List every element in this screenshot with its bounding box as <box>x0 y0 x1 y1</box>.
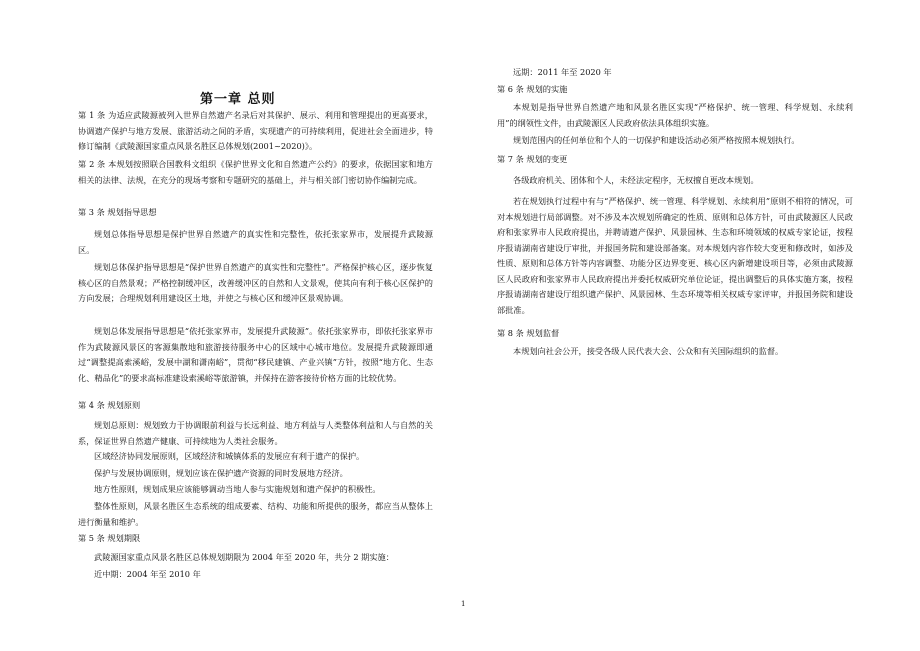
article-3-para-3: 规划总体发展指导思想是“依托张家界市，发展提升武陵源”。依托张家界市，即依托张家界市作为武陵源风景区的客源集散地和旅游接待服务中心的区域中心城市地位。发展提升武陵源即通过“调整提高索溪峪，发展中湖和潇南峪”，贯彻“移民建镇、产业兴镇”方针，按照“地方化、生态化、精品化”的要求高标准建设索溪峪等旅游镇，并保持在游客接待价格方面的比较优势。 <box>78 326 433 383</box>
article-6-para-1: 本规划是指导世界自然遗产地和风景名胜区实现“严格保护、统一管理、科学规划、永续利用”的纲领性文件，由武陵源区人民政府依法具体组织实施。 <box>497 102 853 128</box>
article-7-heading: 第 7 条 规划的变更 <box>497 154 568 164</box>
article-5-para-2: 近中期：2004 年至 2010 年 <box>94 569 201 579</box>
chapter-title: 第一章 总则 <box>200 92 276 107</box>
article-7-para-1: 各级政府机关、团体和个人，未经法定程序，无权擅自更改本规划。 <box>513 175 759 185</box>
article-4-heading: 第 4 条 规划原则 <box>78 400 141 410</box>
article-4-para-4: 地方性原则，规划成果应该能够调动当地人参与实施规划和遗产保护的积极性。 <box>94 484 381 494</box>
article-8-heading: 第 8 条 规划监督 <box>497 328 560 338</box>
article-4-para-3: 保护与发展协调原则，规划应该在保护遗产资源的同时发展地方经济。 <box>94 468 348 478</box>
article-4-para-5: 整体性原则，风景名胜区生态系统的组成要素、结构、功能和所提供的服务，都应当从整体上进行衡量和维护。 <box>78 501 433 527</box>
article-5-para-1: 武陵源国家重点风景名胜区总体规划期限为 2004 年至 2020 年，共分 2 期实施： <box>94 552 394 562</box>
article-8-para-1: 本规划向社会公开，接受各级人民代表大会、公众和有关国际组织的监督。 <box>513 346 784 356</box>
far-term: 远期：2011 年至 2020 年 <box>513 67 612 77</box>
article-6-heading: 第 6 条 规划的实施 <box>497 84 568 94</box>
article-1: 第 1 条 为适应武陵源被列入世界自然遗产名录后对其保护、展示、利用和管理提出的更高要求，协调遗产保护与地方发展、旅游活动之间的矛盾，实现遗产的可持续利用，促进社会全面进步，特修订编制《武陵源国家重点风景名胜区总体规划(2001~2020)》。 <box>78 110 433 151</box>
article-3-para-2: 规划总体保护指导思想是“保护世界自然遗产的真实性和完整性”。严格保护核心区，逐步恢复核心区的自然景观；严格控制缓冲区，改善缓冲区的自然和人文景观，使其向有利于核心区保护的方向发展；合理规划利用建设区土地，并使之与核心区和缓冲区景观协调。 <box>78 262 433 303</box>
article-2: 第 2 条 本规划按照联合国教科文组织《保护世界文化和自然遗产公约》的要求，依据国家和地方相关的法律、法规，在充分的现场考察和专题研究的基础上，并与相关部门密切协作编制完成。 <box>78 159 433 185</box>
article-3-heading: 第 3 条 规划指导思想 <box>78 207 157 217</box>
article-5-heading: 第 5 条 规划期限 <box>78 533 141 543</box>
article-4-para-1: 规划总原则：规划致力于协调眼前利益与长远利益、地方利益与人类整体利益和人与自然的关系，保证世界自然遗产健康、可持续地为人类社会服务。 <box>78 420 433 446</box>
article-6-para-2: 规划范围内的任何单位和个人的一切保护和建设活动必须严格按照本规划执行。 <box>513 135 800 145</box>
article-4-para-2: 区域经济协同发展原则，区域经济和城镇体系的发展应有利于遗产的保护。 <box>94 451 365 461</box>
page-number: 1 <box>461 600 466 608</box>
article-3-para-1: 规划总体指导思想是保护世界自然遗产的真实性和完整性，依托张家界市，发展提升武陵源区。 <box>78 229 433 255</box>
article-7-para-2: 若在规划执行过程中有与“严格保护、统一管理、科学规划、永续利用”原则不相符的情况，可对本规划进行局部调整。对不涉及本次规划所确定的性质、原则和总体方针，可由武陵源区人民政府和张家界市人民政府提出，并聘请遗产保护、风景园林、生态和环境领域的权威专家论证，按程序报请湖南省建设厅审批，并报国务院和建设部备案。对本规划内容作较大变更和修改时，如涉及性质、原则和总体方针等内容调整、功能分区边界变更、核心区内新增建设项目等，必须由武陵源区人民政府和张家界市人民政府提出并委托权威研究单位论证，提出调整后的具体实施方案，按程序报请湖南省建设厅组织遗产保护、风景园林、生态环境等相关权威专家评审，并报国务院和建设部批准。 <box>497 196 853 315</box>
